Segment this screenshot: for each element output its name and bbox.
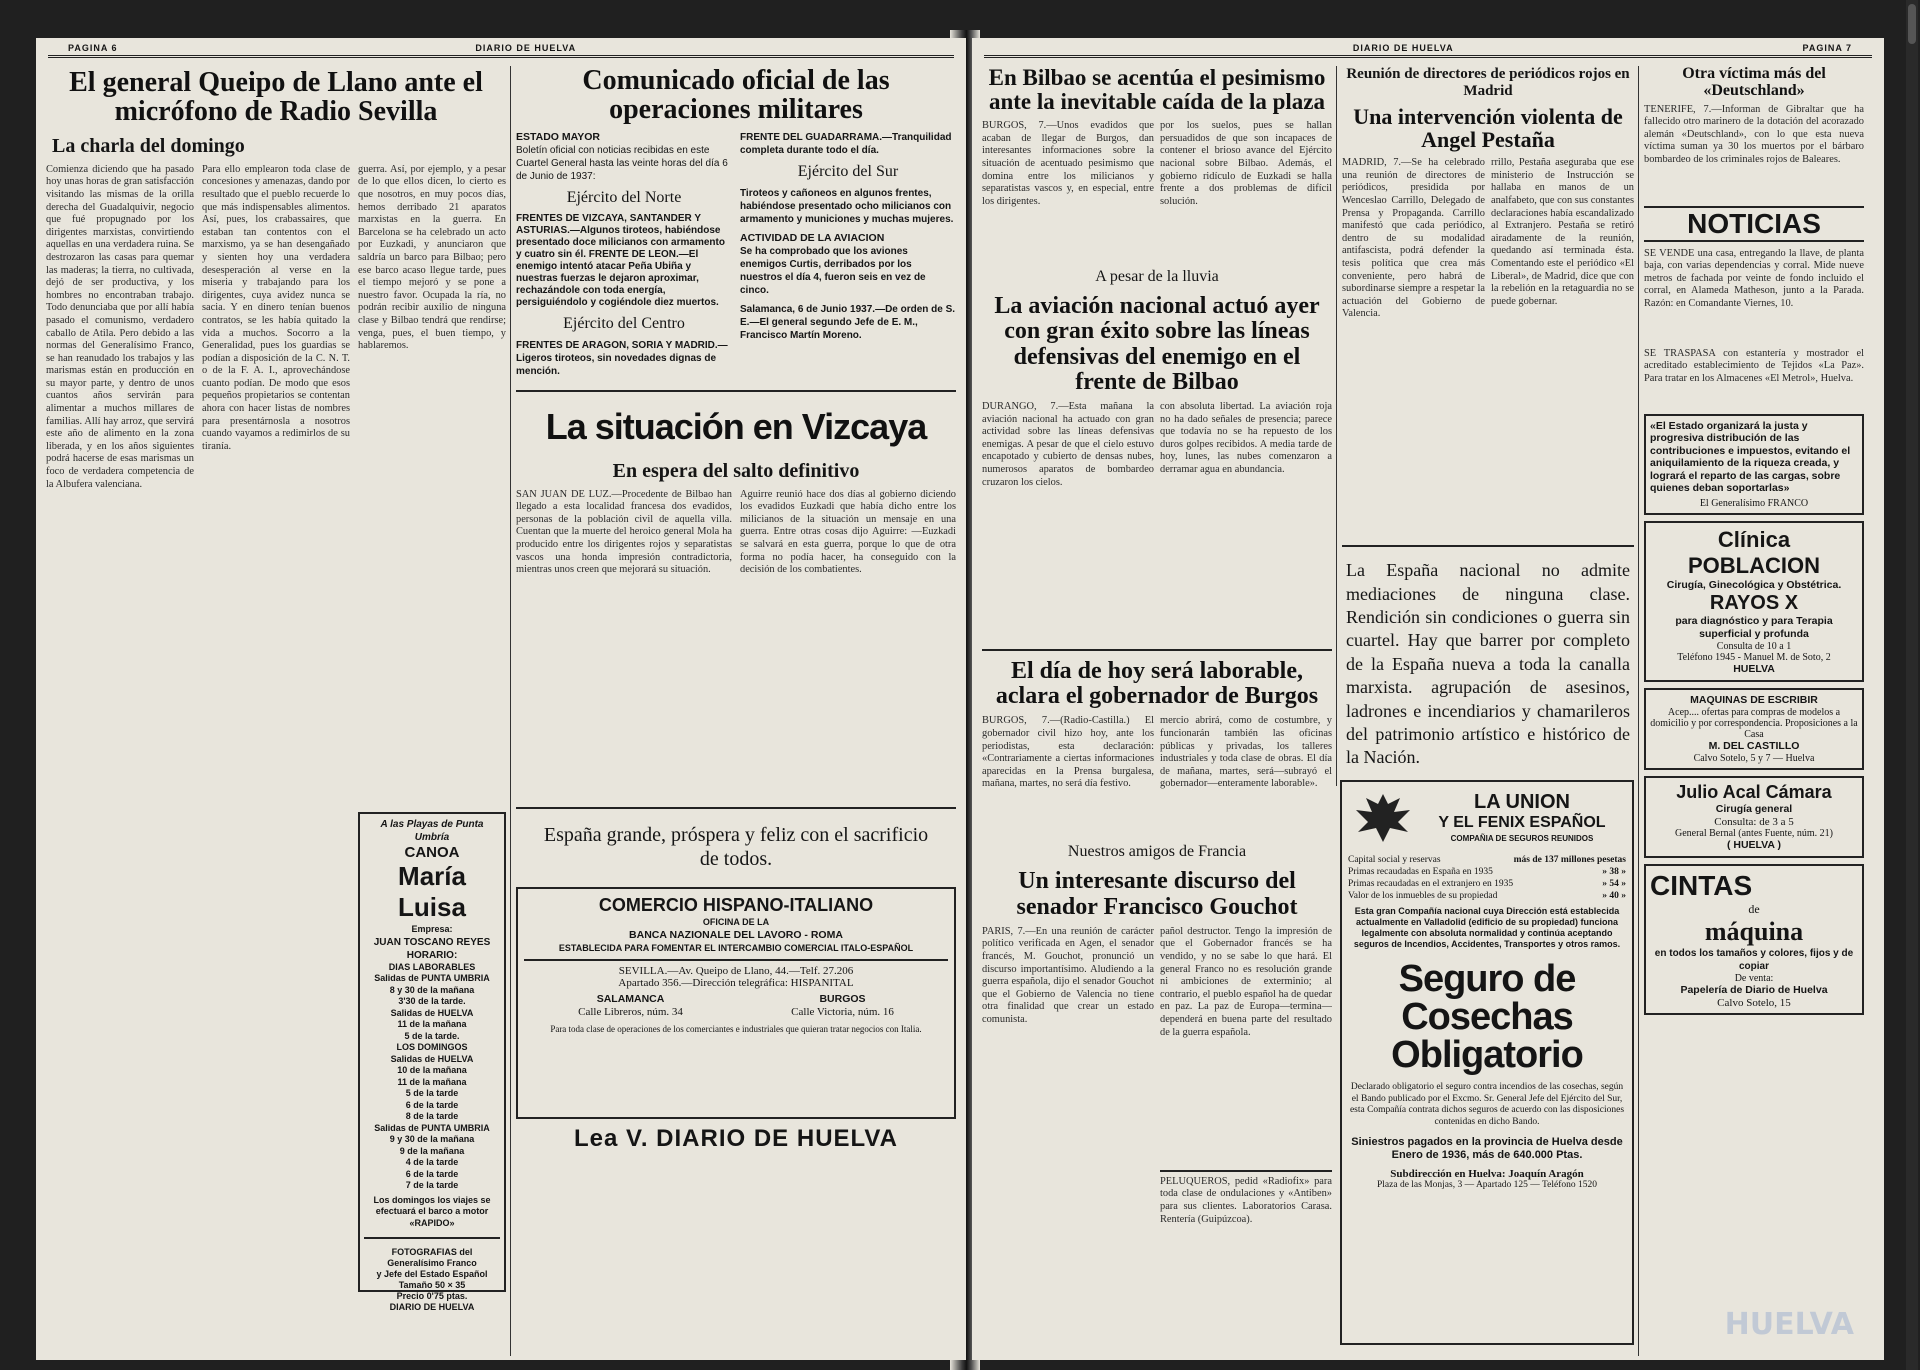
horario-label: HORARIO: <box>406 949 458 961</box>
comercio-l3: ESTABLECIDA PARA FOMENTAR EL INTERCAMBIO COMERCIAL ITALO-ESPAÑOL <box>558 942 914 953</box>
acal-ad <box>1644 776 1864 858</box>
quote-text: «El Estado organizará la justa y progresiva distribución de las contribuciones e impuestos, evitando el aniquilamiento de la riqueza creada, y logrará el reparto de las cargas, sobre quienes deban soportarlas» <box>1650 419 1851 495</box>
acal-city: ( HUELVA ) <box>1726 838 1782 851</box>
pestana-headline: Una intervención violenta de Angel Pestaña <box>1353 104 1623 153</box>
fotografias-where: DIARIO DE HUELVA <box>389 1302 475 1313</box>
laborable-headline: El día de hoy será laborable, aclara el gobernador de Burgos <box>995 658 1319 710</box>
punta-umbria-head: A las Playas de Punta Umbría <box>380 818 484 843</box>
bilbao-col-2: por los suelos, pues se hallan persuadidos de que son incapaces de contener el brioso avance del Ejército nacional sobre Bilbao. Además, el gobierno ridículo de Euzkadi se halla frente a dos problemas de difícil solución. <box>1160 120 1332 207</box>
page-number: PAGINA 7 <box>1802 43 1852 53</box>
fotografias-line: y Jefe del Estado Español <box>376 1269 488 1280</box>
laborable-col-1: BURGOS, 7.—(Radio-Castilla.) El gobernador civil hizo hoy, ante los periodistas, esta declaración: «Contrariamente a ciertas informaciones aparecidas en la Prensa burgalesa, mañana, martes, no será día festivo. <box>982 715 1154 790</box>
comercio-salamanca: SALAMANCA <box>596 992 665 1005</box>
schedule-line: Salidas de PUNTA UMBRIA <box>374 1122 490 1133</box>
paper-name: DIARIO DE HUELVA <box>1352 43 1454 53</box>
queipo-subtitle: La charla del domingo <box>52 134 245 157</box>
clinica-phone: Teléfono 1945 - Manuel M. de Soto, 2 <box>1677 651 1831 663</box>
clinica-line-2: para diagnóstico y para Terapia superficial y profunda <box>1675 614 1833 640</box>
vizcaya-subtitle: En espera del salto definitivo <box>612 459 860 482</box>
laborable-col-2: mercio abrirá, como de costumbre, y funcionarán también las oficinas públicas y privadas, los talleres industriales y toda clase de obras. El día de mañana, martes, será—subrayó el gobernador—enteramente laborable». <box>1160 715 1332 790</box>
norte-text: FRENTES DE VIZCAYA, SANTANDER Y ASTURIAS.—Algunos tiroteos, habiéndose presentado doce milicianos con armamento y cuatro sin él. FRENTE DE LEON.—El enemigo intentó atacar Peña Ubiña y nuestras fuerzas le dejaron aproximar, rechazándole con toda energía, persiguiéndolo y cogiéndole diez muertos. <box>516 212 725 308</box>
cintas-addr: Calvo Sotelo, 15 <box>1717 996 1791 1009</box>
schedule-line: 6 de la tarde <box>405 1168 459 1179</box>
estado-mayor: ESTADO MAYOR <box>516 130 601 143</box>
sur-text: Tiroteos y cañoneos en algunos frentes, habiéndose presentado ocho milicianos con armamento y municiones y muchas mujeres. <box>740 187 954 225</box>
siniestros-text: Siniestros pagados en la provincia de Huelva desde Enero de 1936, más de 640.000 Ptas. <box>1351 1136 1623 1161</box>
aviacion-head: ACTIVIDAD DE LA AVIACION <box>740 231 885 244</box>
ejercito-sur: Ejército del Sur <box>797 162 899 180</box>
comunicado-intro: Boletín oficial con noticias recibidas en este Cuartel General hasta las veinte horas del día 6 de Junio de 1937: <box>516 144 728 182</box>
union-addr: Plaza de las Monjas, 3 — Apartado 125 — Teléfono 1520 <box>1377 1180 1597 1190</box>
union-row-label: Valor de los inmuebles de su propiedad <box>1348 891 1498 901</box>
empresa-label: Empresa: <box>411 923 453 934</box>
vizcaya-col-1: SAN JUAN DE LUZ.—Procedente de Bilbao han llegado a esta localidad francesa dos evadidos, personas de la población civil de aquella villa. Cuentan que la muerte del heroico general Mola ha producido entre los dirigentes rojos y separatistas vascos una honda impresión contradictoria, mientras unos creen que mejorará su situación. <box>516 488 732 576</box>
lluvia-kicker: A pesar de la lluvia <box>1095 268 1219 286</box>
cintas-maquina: máquina <box>1704 916 1804 946</box>
schedule-line: 10 de la mañana <box>397 1065 467 1076</box>
comercio-salamanca-addr: Calle Libreros, núm. 34 <box>578 1005 683 1018</box>
schedule <box>364 962 500 1230</box>
schedule-line: 6 de la tarde <box>405 1099 459 1110</box>
union-title-2: Y EL FENIX ESPAÑOL <box>1438 814 1606 831</box>
paper-name: DIARIO DE HUELVA <box>475 43 577 53</box>
bilbao-headline: En Bilbao se acentúa el pesimismo ante la inevitable caída de la plaza <box>988 66 1326 115</box>
franco-quote <box>1644 414 1864 515</box>
schedule-line: 8 y 30 de la mañana <box>389 984 475 995</box>
acal-addr: General Bernal (antes Fuente, núm. 21) <box>1674 827 1833 839</box>
cintas-ad <box>1644 864 1864 1015</box>
comercio-burgos: BURGOS <box>819 992 866 1005</box>
fotografias-head: FOTOGRAFIAS del Generalísimo Franco <box>387 1247 477 1269</box>
clinica-line-1: Cirugía, Ginecológica y Obstétrica. <box>1666 578 1842 591</box>
gouchot-headline: Un interesante discurso del senador Francisco Gouchot <box>1016 868 1298 920</box>
vizcaya-headline: La situación en Vizcaya <box>545 405 927 447</box>
union-title-1: LA UNION <box>1474 791 1570 813</box>
right-col-c <box>1644 66 1864 1356</box>
schedule-line: Los domingos los viajes se efectuará el barco a motor «RAPIDO» <box>373 1194 491 1228</box>
canoa-label: CANOA <box>404 843 460 861</box>
union-row-value: » 40 » <box>1602 891 1626 901</box>
comercio-foot: Para toda clase de operaciones de los comerciantes e industriales que quieran tratar negocios con Italia. <box>550 1023 922 1034</box>
noticias-item-1: SE VENDE una casa, entregando la llave, de planta baja, con varias dependencias y corral. Mide nueve metros de fachada por veinte de fondo incluido el corral, en Alameda Matheson, junto a la Parada. Razón: en Comandante Viernes, 10. <box>1644 247 1864 309</box>
ejercito-norte: Ejército del Norte <box>566 188 682 206</box>
union-row-label: Capital social y reservas <box>1348 855 1441 865</box>
union-row-label: Primas recaudadas en el extranjero en 1935 <box>1348 879 1514 889</box>
clinica-city: HUELVA <box>1733 662 1775 675</box>
cintas-text: en todos los tamaños y colores, fijos y de copiar <box>1654 947 1854 972</box>
schedule-line: Salidas de PUNTA UMBRIA <box>374 973 490 984</box>
schedule-line: 7 de la tarde <box>405 1180 459 1191</box>
fotografias-ad <box>364 1247 500 1313</box>
comercio-title: COMERCIO HISPANO-ITALIANO <box>598 894 874 915</box>
union-row-value: más de 137 millones pesetas <box>1513 855 1626 865</box>
schedule-line: 3'30 de la tarde. <box>398 996 466 1007</box>
union-subdir: Subdirección en Huelva: Joaquín Aragón <box>1390 1168 1584 1180</box>
bilbao-col-1: BURGOS, 7.—Unos evadidos que acaban de llegar de Burgos, dan interesantes informaciones sobre la situación de acentuado pesimismo que domina entre los milicianos y separatistas vascos y, en especial, entre los dirigentes. <box>982 120 1154 207</box>
page-number: PAGINA 6 <box>68 43 118 53</box>
gouchot-col-2: pañol destructor. Tengo la impresión de que el Gobernador francés se ha vendido, y no se sabe lo que hará. El general Franco no es resolución grande ni ambiciones de exterminio; al contrario, el pueblo español ha de quedar en paz. La paz de Europa—termina—dependerá en buena parte del resultado de la guerra española. <box>1160 925 1332 1038</box>
schedule-line: 8 de la tarde <box>405 1111 459 1122</box>
scrollbar-thumb[interactable] <box>1908 4 1916 44</box>
maquinas-ad <box>1644 688 1864 770</box>
union-text: Esta gran Compañía nacional cuya Dirección está establecida actualmente en Valladolid (edificio de su propiedad) funciona legalmente con absoluta normalidad y continúa aceptando seguros de Incendios, Accidentes, Transportes y otros ramos. <box>1353 906 1621 949</box>
ejercito-centro: Ejército del Centro <box>563 314 685 332</box>
schedule-line: 11 de la mañana <box>397 1019 467 1030</box>
francia-kicker: Nuestros amigos de Francia <box>1067 843 1247 861</box>
queipo-headline: El general Queipo de Llano ante el micrófono de Radio Sevilla <box>69 67 483 128</box>
schedule-line: 11 de la mañana <box>397 1076 467 1087</box>
newspaper-page-7 <box>972 38 1884 1360</box>
schedule-line: Salidas de HUELVA <box>390 1053 474 1064</box>
seguro-decl: Declarado obligatorio el seguro contra incendios de las cosechas, según el Bando publicado por el Excmo. Sr. General Jefe del Ejército del Sur, esta Compañía contrata dichos seguros de acuerdo con las disposiciones contenidas en dicho Bando. <box>1349 1082 1625 1127</box>
fotografias-price: Precio 0'75 ptas. <box>396 1291 468 1302</box>
maquinas-name: M. DEL CASTILLO <box>1708 739 1800 752</box>
acal-spec: Cirugía general <box>1715 802 1793 815</box>
comercio-burgos-addr: Calle Victoria, núm. 16 <box>791 1005 894 1018</box>
boat-name: María Luisa <box>398 860 466 922</box>
comercio-apartado: Apartado 356.—Dirección telegráfica: HISPANITAL <box>618 976 854 989</box>
maquinas-addr: Calvo Sotelo, 5 y 7 — Huelva <box>1693 752 1815 764</box>
union-row-value: » 54 » <box>1602 879 1626 889</box>
acal-name: Julio Acal Cámara <box>1676 781 1832 802</box>
seguro-title-1: Seguro de Cosechas <box>1398 958 1576 1038</box>
centro-text: FRENTES DE ARAGON, SORIA Y MADRID.—Ligeros tiroteos, sin novedades dignas de mención. <box>516 339 728 377</box>
schedule-line: 5 de la tarde. <box>404 1030 460 1041</box>
comercio-l1: OFICINA DE LA <box>702 916 770 927</box>
aviacion-text: Se ha comprobado que los aviones enemigos Curtis, derribados por los nuestros el día 4, fueron seis en vez de cinco. <box>740 245 926 296</box>
running-header <box>48 44 954 58</box>
madrid-kicker: Reunión de directores de periódicos rojos en Madrid <box>1346 66 1630 99</box>
schedule-line: 5 de la tarde <box>405 1088 459 1099</box>
madrid-col-1: MADRID, 7.—Se ha celebrado una reunión de directores de periódicos, presidida por Wenceslao Carrillo, Delegado de Prensa y Propaganda. Carrillo manifestó que cada periódico, dentro de su modalidad antifascista, podrá defender la tesis política que crea más conveniente, pero habrá de subordinarse siempre a respetar la actuación del Gobierno de Valencia. <box>1342 157 1485 320</box>
punta-umbria-ad <box>358 812 506 1313</box>
running-header <box>984 44 1872 58</box>
union-sub: COMPAÑIA DE SEGUROS REUNIDOS <box>1450 834 1594 843</box>
cintas-venta: De venta: <box>1734 972 1774 984</box>
lea-diario-ad: Lea V. DIARIO DE HUELVA <box>574 1124 898 1152</box>
schedule-line: 9 de la mañana <box>399 1145 465 1156</box>
owner-name: JUAN TOSCANO REYES <box>373 936 491 948</box>
cintas-title: CINTAS <box>1650 869 1753 901</box>
comercio-sevilla: SEVILLA.—Av. Queipo de Llano, 44.—Telf. 27.206 <box>618 964 854 977</box>
seguro-title-2: Obligatorio <box>1391 1034 1583 1076</box>
cintas-de: de <box>1748 901 1760 916</box>
espana-nacional-slogan: La España nacional no admite mediaciones de ninguna clase. Rendición sin condiciones o guerra sin cuartel. Hay que barrer por completo de la España nueva a toda la canalla marxista. agrupación de asesinos, ladrones e incendiarios y chamarileros del patrimonio artístico e histórico de la Nación. <box>1346 560 1630 768</box>
guadarrama-text: FRENTE DEL GUADARRAMA.—Tranquilidad completa durante todo el día. <box>740 131 952 156</box>
queipo-article <box>46 66 506 1356</box>
right-col-b <box>1342 66 1634 786</box>
aviacion-col-2: con absoluta libertad. La aviación roja no ha dado señales de presencia; parece que todavía no se ha repuesto de los duros golpes recibidos. A media tarde de hoy, lunes, las nubes comenzaron a derramar agua en abundancia. <box>1160 401 1332 475</box>
fotografias-size: Tamaño 50 × 35 <box>398 1280 466 1291</box>
union-figures <box>1348 854 1626 902</box>
union-row-label: Primas recaudadas en España en 1935 <box>1348 867 1493 877</box>
schedule-line: 4 de la tarde <box>405 1157 459 1168</box>
comunicado-headline: Comunicado oficial de las operaciones militares <box>582 66 890 126</box>
peluqueros-ad: PELUQUEROS, pedid «Radiofix» para toda clase de ondulaciones y «Antiben» para sus clientes. Laboratorios Carasa. Rentería (Guipúzcoa). <box>1160 1175 1332 1225</box>
rayos-x: RAYOS X <box>1709 591 1799 614</box>
schedule-line: LOS DOMINGOS <box>396 1042 468 1053</box>
newspaper-page-6 <box>36 38 966 1360</box>
queipo-col-2: Para ello emplearon toda clase de concesiones y amenazas, dando por resultado que el pueblo recuerde lo que más indispensables alimentos. Así, pues, los crabassaires, que estaban tan contentos con el marxismo, ya se han desengañado y sienten hoy una verdadera desesperación al verse en la miseria y trabajando para los dirigentes, cuya avidez nunca se sacia. Y en dinero tenían buenos contratos, se les había quitado la vida a muchos. Socorro a la Generalidad, pues los guardias se podían a disposición de la C. N. T. o de la F. A. I., aprovechándose cuanto podían. De modo que esos pequeños propietarios se contentan ahora con hacer listas de nombres para presentárnosla a nosotros cuando vayamos a redimirlos de su tiranía. <box>202 163 350 452</box>
deutschland-headline: Otra víctima más del «Deutschland» <box>1682 66 1826 99</box>
archive-watermark: HUELVA <box>1724 1307 1854 1342</box>
clinica-consulta: Consulta de 10 a 1 <box>1716 640 1792 652</box>
vertical-scrollbar[interactable] <box>1906 0 1918 1370</box>
clinica-title: Clínica POBLACION <box>1688 526 1820 578</box>
vizcaya-col-2: Aguirre reunió hace dos días al gobierno diciendo los evadidos Euzkadi que había dicho entre los milicianos de la situación un mensaje en una guerra. Entre otras cosas dijo Aguirre: —Euzkadi se salvará en esta guerra, porque lo que de otra forma no podía hacer, ha conseguido con la decisión de los combatientes. <box>740 488 956 576</box>
schedule-line: Salidas de HUELVA <box>390 1007 474 1018</box>
union-row-value: » 38 » <box>1602 867 1626 877</box>
deutschland-text: TENERIFE, 7.—Informan de Gibraltar que ha fallecido otro marinero de la dotación del acorazado alemán «Deutschland», con lo que esta nueva víctima suman ya 30 los muertos por el bárbaro bombardeo de los criminales rojos de Baleares. <box>1644 103 1864 165</box>
madrid-col-2: rrillo, Pestaña aseguraba que ese ministerio de Instrucción se hallaba en manos de un analfabeto, que con sus constantes declaraciones había escandalizado al Extranjero. Pestaña se retiró airadamente de la reunión, quedando así terminada ésta. Comentando este el periódico «El Liberal», de Madrid, dice que con la rebelión en la retaguardia no se puede gobernar. <box>1491 157 1634 307</box>
comercio-l2: BANCA NAZIONALE DEL LAVORO - ROMA <box>629 928 843 941</box>
comercio-ad <box>516 887 956 1119</box>
maquinas-text: Acep.... ofertas para compras de modelos a domicilio y por correspondencia. Proposiciones a la Casa <box>1650 706 1858 740</box>
gouchot-col-1: PARIS, 7.—En una reunión de carácter político verificada en Agen, el senador francés, M. Gouchot, pronunció un discurso importantísimo. Aludiendo a la guerra española, dijo el senador Gouchot que el Gobierno de Valencia no tiene otra finalidad que crear un estado comunista. <box>982 925 1154 1025</box>
queipo-col-3: guerra. Así, por ejemplo, y a pesar de lo que ellos dicen, lo cierto es que nosotros, en muy pocos días, hemos derribado 21 aparatos marxistas en la guerra. En Barcelona se ha celebrado un acto por Euzkadi, y anunciaron que saldría un barco para Bilbao; pero ese barco acaso llegue tarde, pues el tiempo mejoró y se pone a nuestro favor. Ocupada la ría, no podrán recibir auxilio de ninguna clase y Bilbao tendrá que rendirse; venga, pues, el buen tiempo, y hablaremos. <box>358 163 506 352</box>
cintas-shop: Papelería de Diario de Huelva <box>1680 983 1828 996</box>
schedule-line: 9 y 30 de la mañana <box>389 1134 475 1145</box>
clinica-ad <box>1644 521 1864 682</box>
noticias-item-2: SE TRASPASA con estantería y mostrador el acreditado establecimiento de Tejidos «La Paz». Para tratar en los Almacenes «El Metrol», Huelva. <box>1644 347 1864 384</box>
queipo-col-1: Comienza diciendo que ha pasado hoy unas horas de gran satisfacción visitando las mismas de la orilla derecha del Guadalquivir, negocio que fué propugnado por los dirigentes marxistas, convirtiendo aquellas en una verdadera ruina. Se destrozaron las casas para quemar las maderas; la tierra, no cultivada, dejó de ser productiva, y los hombres no encontraban trabajo. Todo denunciaba que por allí había pasado el comunismo, verdadero caballo de Atila. Pero debido a las normas del Generalísimo Franco, se han reanudado los trabajos y las marismas están en producción en su mayor parte, y dentro de unos cuantos años servirán para alimentar a muchos millares de familias. Allí hay arroz, que servirá este año de alimento en la zona liberada, y en los años siguientes podrá hacerse de esas marismas un foco de verdadera competencia de la Albufera valenciana. <box>46 163 194 490</box>
quote-author: El Generalísimo FRANCO <box>1699 497 1809 509</box>
acal-consulta: Consulta: de 3 a 5 <box>1714 815 1794 828</box>
left-right-block <box>516 66 956 1356</box>
noticias-title: NOTICIAS <box>1644 206 1864 242</box>
maquinas-title: MAQUINAS DE ESCRIBIR <box>1690 693 1818 706</box>
union-fenix-ad <box>1340 780 1634 1345</box>
eagle-emblem-icon <box>1348 788 1418 848</box>
schedule-line: DIAS LABORABLES <box>388 961 476 972</box>
right-col-a <box>982 66 1332 1356</box>
comunicado-sign: Salamanca, 6 de Junio 1937.—De orden de S. E.—El general segundo Jefe de E. M., Francisco Martín Moreno. <box>740 303 956 341</box>
aviacion-col-1: DURANGO, 7.—Esta mañana la aviación nacional ha actuado con gran actividad sobre las líneas defensivas enemigas. A pesar de que el cielo estuvo encapotado y cubierto de densas nubes, numerosos aparatos de bombardeo cruzaron los cielos. <box>982 401 1154 488</box>
aviacion-headline: La aviación nacional actuó ayer con gran éxito sobre las líneas defensivas del enemigo en el frente de Bilbao <box>994 293 1320 395</box>
espana-grande-slogan: España grande, próspera y feliz con el sacrificio de todos. <box>543 823 929 870</box>
